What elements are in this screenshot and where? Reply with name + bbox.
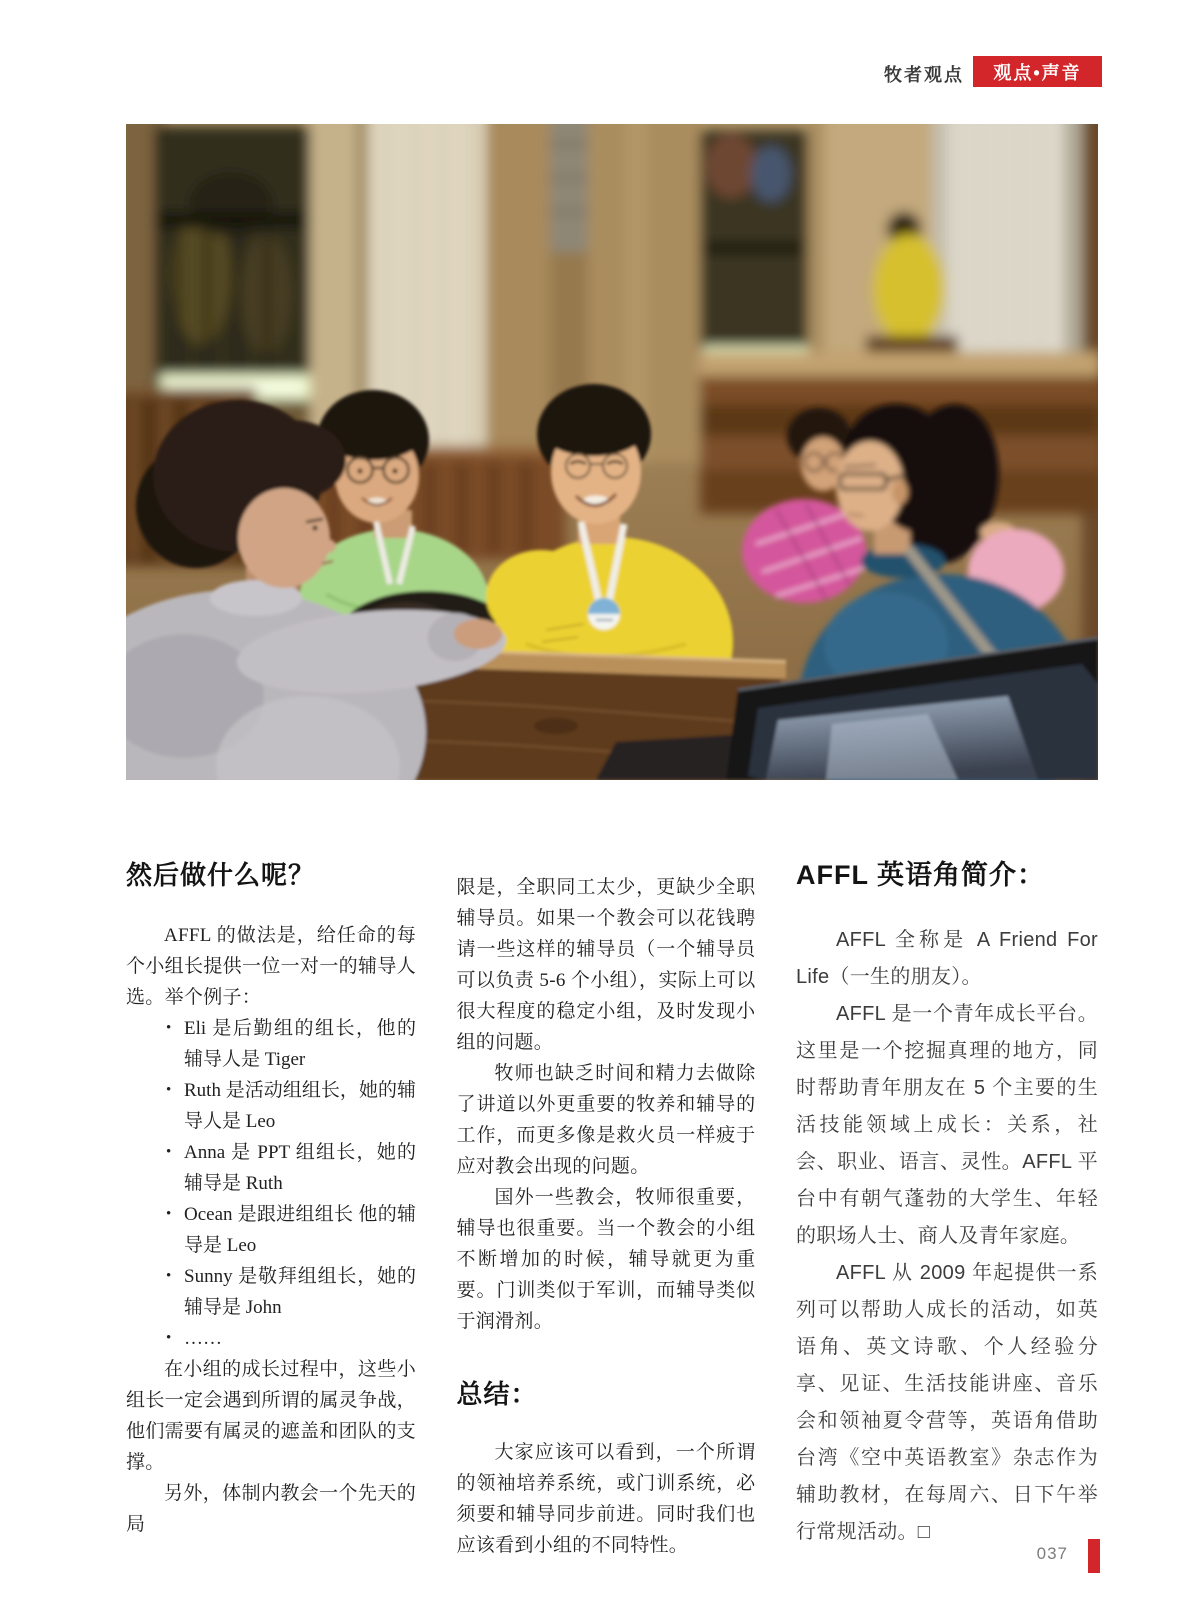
- affl-intro-heading: AFFL 英语角简介：: [796, 860, 1045, 890]
- paragraph: AFFL 的做法是，给任命的每个小组长提供一位一对一的辅导人选。举个例子：: [126, 925, 416, 1008]
- church-photo-illustration: [126, 124, 1098, 780]
- footer-accent-bar: [1088, 1539, 1100, 1573]
- paragraph: 另外，体制内教会一个先天的局: [126, 1483, 416, 1535]
- summary-heading: 总结：: [456, 1379, 538, 1409]
- paragraph: AFFL 全称是 A Friend For Life（一生的朋友）。: [796, 929, 1098, 988]
- section-badge: 观点•声音: [973, 56, 1102, 87]
- list-item: • Anna 是 PPT 组组长，她的辅导是 Ruth: [166, 1137, 416, 1199]
- paragraph: 国外一些教会，牧师很重要，辅导也很重要。当一个教会的小组不断增加的时候，辅导就更为重要。门训类似于军训，而辅导类似于润滑剂。: [456, 1187, 756, 1332]
- church-youth-photo: [126, 124, 1098, 780]
- paragraph: AFFL 是一个青年成长平台。这里是一个挖掘真理的地方，同时帮助青年朋友在 5 个主要的生活技能领域上成长：关系，社会、职业、语言、灵性。AFFL 平台中有朝气蓬勃的大学生、年轻的职场人士、商人及青年家庭。: [796, 1003, 1098, 1247]
- paragraph: 在小组的成长过程中，这些小组长一定会遇到所谓的属灵争战，他们需要有属灵的遮盖和团队的支撑。: [126, 1359, 416, 1473]
- section-label: 牧者观点: [884, 65, 964, 85]
- column-3: [796, 858, 1098, 1561]
- paragraph: 大家应该可以看到，一个所谓的领袖培养系统，或门训系统，必须要和辅导同步前进。同时我们也应该看到小组的不同特性。: [456, 1442, 756, 1556]
- column-2: [457, 858, 756, 1561]
- mentor-bullet-list: [126, 1013, 416, 1354]
- list-item: • Ocean 是跟进组组长 他的辅导是 Leo: [166, 1199, 416, 1261]
- column-1: [126, 858, 416, 1561]
- page-number: 037: [1036, 1544, 1068, 1563]
- list-item: • Ruth 是活动组组长，她的辅导人是 Leo: [166, 1075, 416, 1137]
- list-item: • Sunny 是敬拜组组长，她的辅导是 John: [166, 1261, 416, 1323]
- article-columns: [126, 858, 1098, 1561]
- paragraph: 牧师也缺乏时间和精力去做除了讲道以外更重要的牧养和辅导的工作，而更多像是救火员一样疲于应对教会出现的问题。: [456, 1063, 756, 1177]
- paragraph: 限是，全职同工太少，更缺少全职辅导员。如果一个教会可以花钱聘请一些这样的辅导员（一个辅导员可以负责 5-6 个小组），实际上可以很大程度的稳定小组，及时发现小组的问题。: [456, 877, 756, 1053]
- list-item: • Eli 是后勤组的组长，他的辅导人是 Tiger: [166, 1013, 416, 1075]
- list-item: • ……: [166, 1323, 416, 1354]
- column1-heading: 然后做什么呢？: [126, 860, 316, 890]
- paragraph: AFFL 从 2009 年起提供一系列可以帮助人成长的活动，如英语角、英文诗歌、个人经验分享、见证、生活技能讲座、音乐会和领袖夏令营等，英语角借助台湾《空中英语教室》杂志作为辅助教材，在每周六、日下午举行常规活动。□: [796, 1262, 1098, 1543]
